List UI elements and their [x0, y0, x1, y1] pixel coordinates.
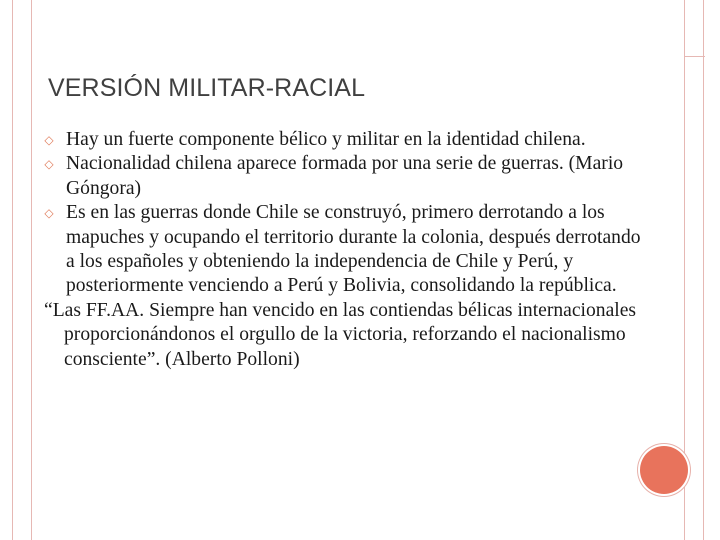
bullet-text: Nacionalidad chilena aparece formada por una serie de guerras. (Mario Góngora) — [66, 153, 624, 199]
diamond-outline-icon: ◇ — [44, 157, 54, 172]
diamond-outline-icon: ◇ — [44, 133, 54, 147]
quote-text: “Las FF.AA. Siempre han vencido en las contiendas bélicas internacionales proporcionándonos el orgullo de la victoria, reforzando el nacionalismo consciente”. (Alberto Polloni) — [44, 299, 637, 370]
bullet-item — [44, 201, 644, 299]
bullet-text: Es en las guerras donde Chile se construyó, primero derrotando a los mapuches y ocupando el territorio durante la colonia, después derrotando a los españoles y obteniendo la independencia de Chile y Perú, y posteriormente venciendo a Perú y Bolivia, consolidando la república. — [66, 202, 641, 297]
right-bar-divider — [684, 56, 705, 57]
left-decorative-bar — [12, 0, 32, 540]
diamond-outline-icon: ◇ — [44, 206, 54, 221]
bullet-text: Hay un fuerte componente bélico y militar en la identidad chilena. — [66, 129, 586, 150]
bullet-item — [44, 152, 644, 201]
slide-body — [44, 128, 644, 372]
right-decorative-bar — [684, 0, 704, 540]
decorative-circle — [640, 446, 688, 494]
bullet-item — [44, 128, 644, 152]
slide-title: VERSIÓN MILITAR-RACIAL — [48, 74, 366, 102]
